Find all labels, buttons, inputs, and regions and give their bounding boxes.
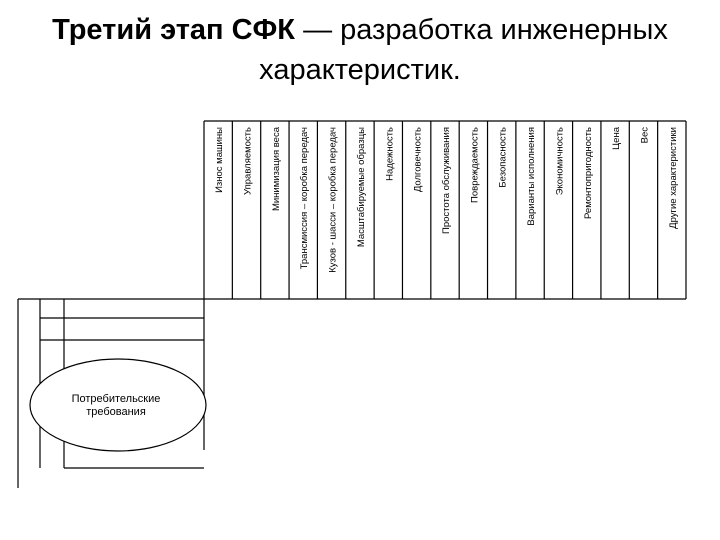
engineering-characteristics-header — [214, 126, 679, 272]
column-label: Вес — [639, 127, 651, 144]
column-label: Долговечность — [412, 127, 424, 193]
column-label: Повреждаемость — [469, 126, 481, 203]
column-label: Управляемость — [242, 127, 254, 195]
column-label: Кузов - шасси – коробка передач — [327, 127, 339, 273]
column-label: Масштабируемые образцы — [355, 127, 367, 248]
title-bold: Третий этап СФК — [52, 14, 296, 46]
title-rest: — разработка инженерных характеристик. — [259, 14, 668, 86]
column-label: Ремонтопригодность — [582, 127, 594, 219]
column-label: Надежность — [384, 127, 396, 181]
customer-needs-label: Потребительские требования — [71, 393, 161, 418]
column-label: Экономичность — [554, 127, 566, 196]
column-label: Износ машины — [214, 126, 226, 193]
column-label: Безопасность — [497, 127, 509, 188]
column-label: Простота обслуживания — [441, 127, 452, 234]
column-label: Минимизация веса — [270, 127, 282, 212]
column-label: Цена — [611, 127, 623, 150]
column-label: Другие характеристики — [667, 127, 679, 229]
column-label: Трансмиссия – коробка передач — [299, 127, 311, 270]
column-label: Варианты исполнения — [526, 127, 538, 226]
